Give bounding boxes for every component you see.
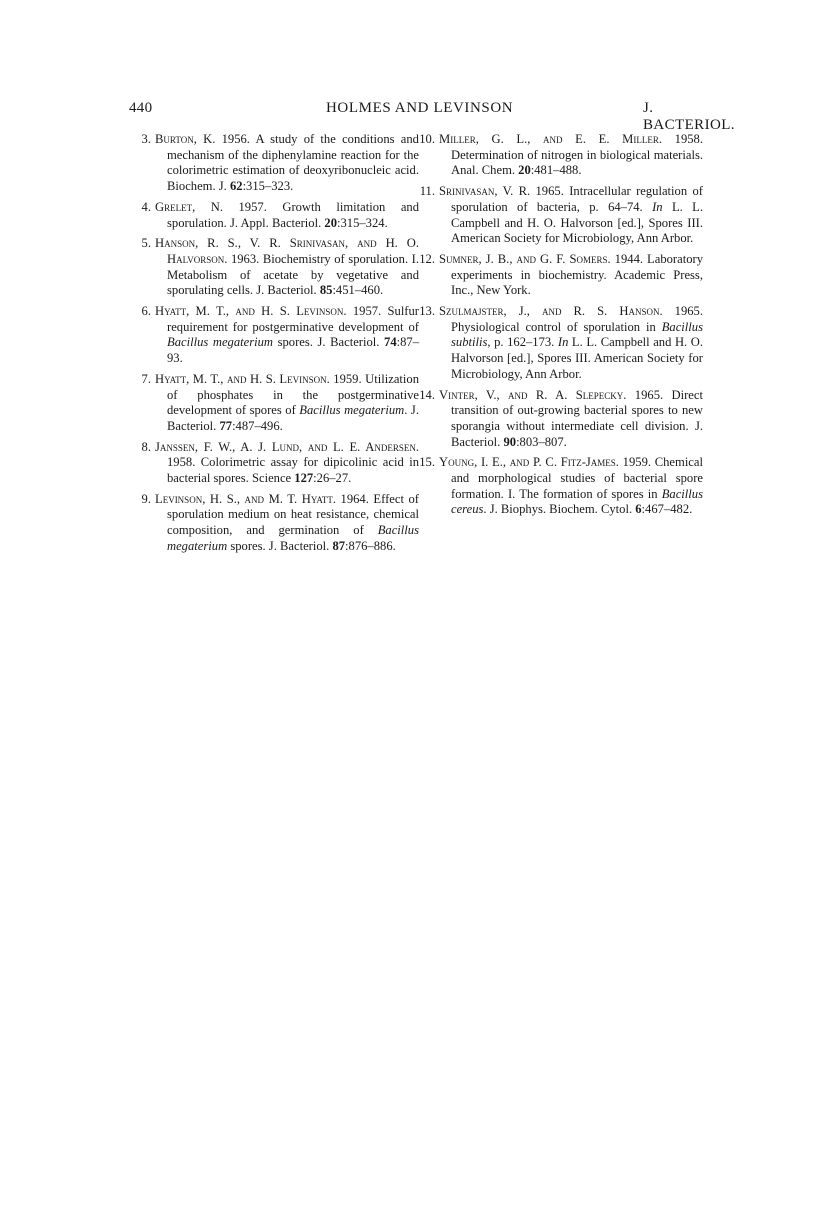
reference-volume: 87 xyxy=(332,538,346,553)
reference-italic: In xyxy=(557,335,569,350)
reference-entry xyxy=(413,184,703,247)
references-right-column xyxy=(413,132,703,523)
reference-entry xyxy=(129,492,419,555)
reference-pages: :467–482. xyxy=(641,502,693,517)
reference-entry xyxy=(413,132,703,179)
reference-continuation: L. L. Campbell and H. O. Halvorson [ed.], Spores III. American Society for Microbiology, Ann Arbor. xyxy=(451,199,703,246)
reference-pages: :487–496. xyxy=(232,418,283,433)
reference-pages: :481–488. xyxy=(530,163,582,178)
reference-title: 1965. Physiological control of sporulation in xyxy=(451,304,704,334)
reference-authors: Hyatt, M. T., and H. S. Levinson. xyxy=(155,371,330,386)
reference-continuation: spores. J. Bacteriol. xyxy=(227,538,333,553)
reference-title: 1964. Effect of sporulation medium on heat resistance, chemical composition, and germination of xyxy=(167,491,419,538)
reference-italic: Bacillus megaterium xyxy=(299,403,405,418)
reference-italic: Bacillus cereus xyxy=(451,486,703,517)
reference-pages: :876–886. xyxy=(345,538,396,553)
reference-title: 1963. Biochemistry of sporulation. I. Metabolism of acetate by vegetative and sporulating cells. J. Bacteriol. xyxy=(167,251,419,298)
references-left-column xyxy=(129,132,419,560)
reference-number: 14 . xyxy=(413,388,435,404)
reference-text xyxy=(439,304,703,383)
reference-volume: 90 xyxy=(503,434,517,449)
page-number: 440 xyxy=(129,100,153,116)
reference-volume: 74 xyxy=(384,335,397,350)
reference-authors: Burton, K. xyxy=(155,132,216,146)
reference-entry xyxy=(129,200,419,231)
reference-authors: Janssen, F. W., A. J. Lund, and L. E. Andersen. xyxy=(155,439,419,454)
reference-title: 1958. Colorimetric assay for dipicolinic acid in bacterial spores. Science xyxy=(167,455,419,486)
reference-volume: 20 xyxy=(518,163,531,178)
reference-number: 7 . xyxy=(129,372,151,388)
reference-pages: :451–460. xyxy=(332,283,384,298)
reference-authors: Hyatt, M. T., and H. S. Levinson. xyxy=(155,304,347,319)
reference-number: 5 . xyxy=(129,236,151,252)
reference-entry xyxy=(413,388,703,451)
reference-text xyxy=(439,184,703,247)
reference-text xyxy=(155,304,419,367)
reference-continuation: . J. Bacteriol. xyxy=(167,403,419,433)
reference-volume: 77 xyxy=(219,418,233,433)
reference-italic: Bacillus subtilis xyxy=(451,319,703,350)
reference-pages: :87–93. xyxy=(167,335,419,366)
reference-entry xyxy=(129,236,419,299)
reference-text xyxy=(155,440,419,487)
reference-authors: Grelet, N. xyxy=(155,199,223,214)
reference-number: 10 . xyxy=(413,132,435,148)
reference-volume: 127 xyxy=(294,471,314,486)
reference-authors: Miller, G. L., and E. E. Miller. xyxy=(439,132,663,146)
reference-pages: :315–324. xyxy=(337,215,388,230)
reference-number: 4 . xyxy=(129,200,151,216)
reference-title: 1965. Direct transition of out-growing bacterial spores to new sporangia without intermediate cell division. J. Bacteriol. xyxy=(451,387,703,449)
reference-text xyxy=(439,132,703,179)
reference-italic: Bacillus megaterium xyxy=(167,335,274,350)
reference-number: 11 . xyxy=(413,184,435,200)
reference-text xyxy=(155,132,419,195)
reference-text xyxy=(155,236,419,299)
reference-volume: 20 xyxy=(324,215,337,230)
journal-abbrev: J. BACTERIOL. xyxy=(643,100,735,133)
reference-entry xyxy=(413,252,703,299)
reference-title: 1958. Determination of nitrogen in biological materials. Anal. Chem. xyxy=(451,132,704,178)
reference-number: 9 . xyxy=(129,492,151,508)
reference-authors: Srinivasan, V. R. xyxy=(439,184,531,199)
reference-authors: Young, I. E., and P. C. Fitz-James. xyxy=(439,455,619,470)
reference-title: 1957. Growth limitation and sporulation. J. Appl. Bacteriol. xyxy=(167,199,419,230)
reference-pages: :315–323. xyxy=(242,179,294,194)
reference-number: 3 . xyxy=(129,132,151,148)
reference-text xyxy=(155,200,419,231)
reference-volume: 85 xyxy=(319,283,333,298)
reference-entry xyxy=(129,440,419,487)
reference-authors: Sumner, J. B., and G. F. Somers. xyxy=(439,251,611,266)
reference-number: 12 . xyxy=(413,252,435,268)
reference-text xyxy=(439,388,703,451)
reference-pages: :26–27. xyxy=(313,471,352,486)
reference-entry xyxy=(129,304,419,367)
reference-continuation: , p. 162–173. xyxy=(487,335,558,350)
reference-number: 8 . xyxy=(129,440,151,456)
reference-text xyxy=(155,372,419,435)
reference-text xyxy=(439,455,703,518)
running-head: HOLMES AND LEVINSON xyxy=(326,100,514,116)
reference-authors: Szulmajster, J., and R. S. Hanson. xyxy=(439,304,663,319)
reference-continuation: . J. Biophys. Biochem. Cytol. xyxy=(483,502,636,517)
reference-continuation: spores. J. Bacteriol. xyxy=(273,335,385,350)
reference-volume: 6 xyxy=(635,502,642,517)
reference-entry xyxy=(129,132,419,195)
reference-entry xyxy=(413,455,703,518)
reference-authors: Vinter, V., and R. A. Slepecky. xyxy=(439,387,627,402)
reference-title: 1959. Chemical and morphological studies of bacterial spore formation. I. The formation of spores in xyxy=(451,455,703,501)
reference-authors: Levinson, H. S., and M. T. Hyatt. xyxy=(155,491,336,506)
reference-italic: Bacillus megaterium xyxy=(167,523,419,553)
reference-title: 1944. Laboratory experiments in biochemistry. Academic Press, Inc., New York. xyxy=(451,251,703,298)
reference-text xyxy=(439,252,703,299)
reference-italic: In xyxy=(652,199,663,214)
reference-title: 1956. A study of the conditions and mechanism of the diphenylamine reaction for the colorimetric estimation of deoxyribonucleic acid. Biochem. J. xyxy=(167,132,419,194)
reference-volume: 62 xyxy=(229,179,243,194)
reference-number: 15 . xyxy=(413,455,435,471)
reference-title: 1959. Utilization of phosphates in the postgerminative development of spores of xyxy=(167,371,419,418)
reference-authors: Hanson, R. S., V. R. Srinivasan, and H. O. Halvorson. xyxy=(155,236,419,266)
reference-pages: :803–807. xyxy=(516,434,567,449)
reference-entry xyxy=(413,304,703,383)
reference-number: 6 . xyxy=(129,304,151,320)
reference-entry xyxy=(129,372,419,435)
reference-title: 1957. Sulfur requirement for postgerminative development of xyxy=(167,304,419,334)
reference-number: 13 . xyxy=(413,304,435,320)
reference-text xyxy=(155,492,419,555)
reference-continuation: L. L. Campbell and H. O. Halvorson [ed.], Spores III. American Society for Microbiology, Ann Arbor. xyxy=(451,335,703,381)
reference-title: 1965. Intracellular regulation of sporulation of bacteria, p. 64–74. xyxy=(451,184,703,214)
